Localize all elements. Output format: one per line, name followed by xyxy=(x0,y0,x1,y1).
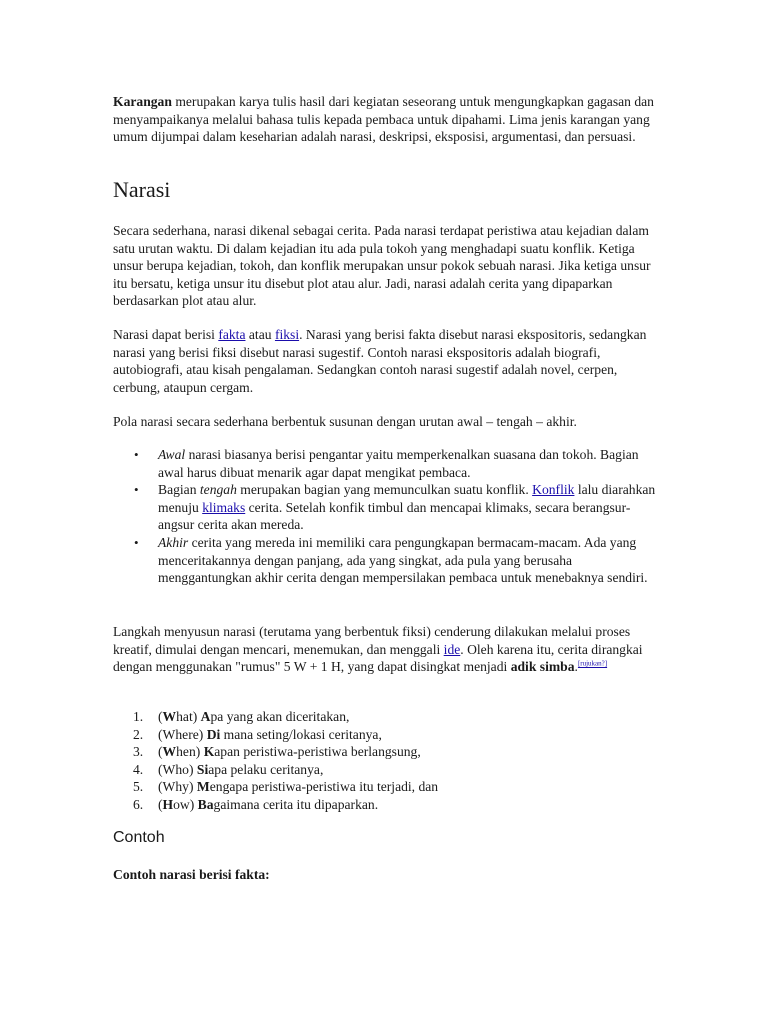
p2-text-a: Narasi dapat berisi xyxy=(113,327,219,342)
step-text: ( xyxy=(158,709,163,724)
bullet-text: cerita yang mereda ini memiliki cara pengungkapan bermacam-macam. Ada yang menceritakannya dengan panjang, ada yang singkat, ada pula yang berusaha menggantungkan akhir cerita dengan mempersilakan pembaca untuk menebaknya sendiri. xyxy=(158,534,648,586)
narasi-paragraph-4 xyxy=(113,623,658,676)
step-bold: M xyxy=(196,779,210,795)
adik-simba-bold: adik simba xyxy=(510,659,575,675)
link-klimaks[interactable]: klimaks xyxy=(202,499,246,515)
step-bold: A xyxy=(200,709,211,724)
step-number: 2. xyxy=(133,726,144,742)
p4-text-b: . Oleh karena itu, cerita dirangkai dengan menggunakan "rumus" 5 W + 1 H, yang dapat disingkat menjadi xyxy=(113,641,643,675)
intro-text: merupakan karya tulis hasil dari kegiatan seseorang untuk mengungkapkan gagasan dan menyampaikanya melalui bahasa tulis kepada pembaca untuk dipahami. Lima jenis karangan yang umum dijumpai dalam keseharian adalah narasi, deskripsi, eksposisi, argumentasi, dan persuasi. xyxy=(113,94,654,145)
bullet-text: Bagian xyxy=(158,482,200,498)
intro-term: Karangan xyxy=(113,94,172,109)
step-text: ( xyxy=(158,796,163,812)
step-text: engapa peristiwa-peristiwa itu terjadi, dan xyxy=(209,779,439,795)
step-item xyxy=(113,796,658,814)
list-item-akhir xyxy=(113,534,658,587)
step-text: apa pelaku ceritanya, xyxy=(208,761,324,777)
p4-text-a: Langkah menyusun narasi (terutama yang berbentuk fiksi) cenderung dilakukan melalui proses kreatif, dimulai dengan mencari, menemukan, dan menggali xyxy=(113,624,631,657)
bullet-text: cerita. Setelah konfik timbul dan mencapai klimaks, secara berangsur-angsur cerita akan mereda. xyxy=(158,499,631,533)
link-fakta[interactable]: fakta xyxy=(218,327,246,342)
step-bold: Si xyxy=(196,761,209,777)
intro-paragraph xyxy=(113,93,658,146)
narasi-paragraph-1: Secara sederhana, narasi dikenal sebagai cerita. Pada narasi terdapat peristiwa atau kejadian dalam satu urutan waktu. Di dalam kejadian itu ada pula tokoh yang menghadapi suatu konflik. Ketiga unsur berupa kejadian, tokoh, dan konflik merupakan unsur pokok sebuah narasi. Jika ketiga unsur itu bersatu, ketiga unsur itu disebut plot atau alur. Jadi, narasi adalah cerita yang dipaparkan berdasarkan plot atau alur. xyxy=(113,223,651,309)
p2-text-b: atau xyxy=(245,327,275,342)
pola-narasi-list xyxy=(113,446,658,587)
link-fiksi[interactable]: fiksi xyxy=(274,327,300,342)
step-number: 5. xyxy=(133,779,144,795)
step-text: (Where) xyxy=(158,726,207,742)
bullet-marker: • xyxy=(134,534,139,550)
step-text: pa yang akan diceritakan, xyxy=(210,709,350,724)
link-konflik[interactable]: Konflik xyxy=(532,482,575,498)
step-bold: H xyxy=(162,796,174,812)
heading-contoh: Contoh xyxy=(113,829,165,846)
step-text: hat) xyxy=(176,709,201,724)
step-bold: Di xyxy=(206,726,221,742)
link-ide[interactable]: ide xyxy=(443,641,461,657)
bullet-emphasis: Awal xyxy=(158,447,186,462)
list-item-tengah xyxy=(113,481,658,534)
citation-needed-note xyxy=(578,660,607,668)
step-bold: W xyxy=(162,744,177,760)
bullet-text: merupakan bagian yang memunculkan suatu konflik. xyxy=(236,482,533,498)
step-number: 6. xyxy=(133,796,144,812)
bullet-marker: • xyxy=(134,482,139,498)
step-number: 4. xyxy=(133,761,144,777)
contoh-subheading: Contoh narasi berisi fakta: xyxy=(113,867,270,882)
bullet-text: narasi biasanya berisi pengantar yaitu memperkenalkan suasana dan tokoh. Bagian awal harus dibuat menarik agar dapat mengikat pembaca. xyxy=(158,447,639,480)
step-bold: Ba xyxy=(197,796,214,812)
bullet-emphasis: Akhir xyxy=(158,534,189,550)
step-item xyxy=(113,726,658,744)
step-bold: W xyxy=(162,709,177,724)
p4-text-c: . xyxy=(574,659,578,675)
step-text: ow) xyxy=(173,796,198,812)
heading-narasi: Narasi xyxy=(113,177,171,202)
step-text: ( xyxy=(158,744,163,760)
step-text: hen) xyxy=(176,744,204,760)
step-text: apan peristiwa-peristiwa berlangsung, xyxy=(214,744,421,760)
p2-text-c: . Narasi yang berisi fakta disebut narasi ekspositoris, sedangkan narasi yang berisi fiksi disebut narasi sugestif. Contoh narasi ekspositoris adalah biografi, autobiografi, atau kisah pengalaman. Sedangkan contoh narasi sugestif adalah novel, cerpen, cerbung, ataupun cergam. xyxy=(113,327,647,395)
step-item xyxy=(113,761,658,779)
bullet-marker: • xyxy=(134,447,139,462)
bullet-text: lalu diarahkan menuju xyxy=(158,482,656,515)
link-rujukan[interactable]: [rujukan?] xyxy=(577,659,608,668)
list-item-awal xyxy=(113,446,658,481)
step-item xyxy=(113,778,658,796)
narasi-paragraph-3: Pola narasi secara sederhana berbentuk susunan dengan urutan awal – tengah – akhir. xyxy=(113,414,577,429)
step-text: (Why) xyxy=(158,779,197,795)
step-number: 1. xyxy=(133,709,144,724)
step-item xyxy=(113,743,658,761)
step-text: mana seting/lokasi ceritanya, xyxy=(220,726,382,742)
step-item xyxy=(113,708,658,726)
step-text: gaimana cerita itu dipaparkan. xyxy=(213,796,379,812)
bullet-emphasis: tengah xyxy=(199,482,237,498)
steps-list xyxy=(113,708,658,814)
narasi-paragraph-2 xyxy=(113,326,658,396)
step-bold: K xyxy=(203,744,215,760)
step-text: (Who) xyxy=(158,761,197,777)
step-number: 3. xyxy=(133,744,144,760)
